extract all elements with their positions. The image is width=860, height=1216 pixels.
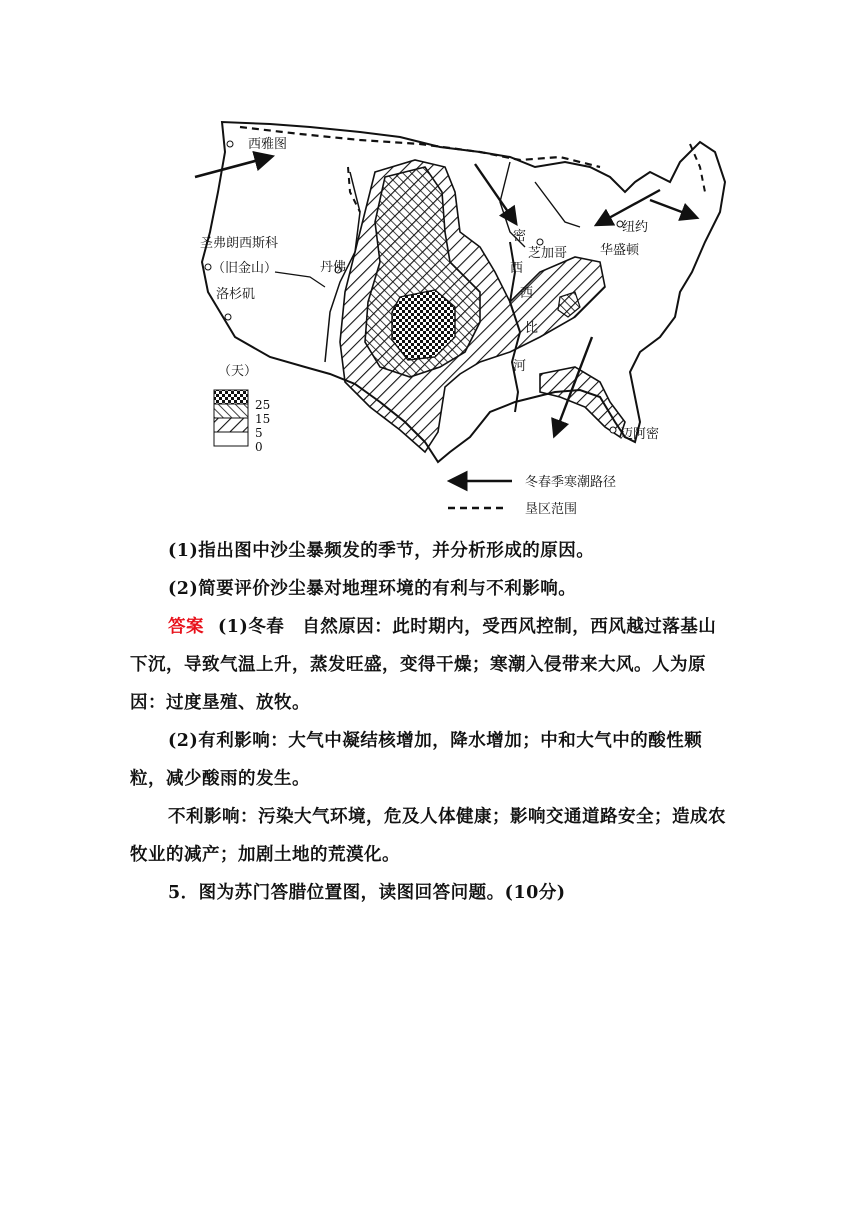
label-miami: 迈阿密 [620,427,660,442]
legend-level: 5 [255,426,263,440]
river-char: 密 [513,229,527,244]
cold-wave-arrow [475,164,515,222]
city-dot [537,239,543,245]
border-line [275,272,325,287]
cold-wave-arrow [195,157,270,177]
label-los-angeles: 洛杉矶 [216,287,256,302]
answer-label: 答案 [168,617,204,637]
answer-part-1-text: (1)冬春 自然原因：此时期内，受西风控制，西风越过落基山下沉，导致气温上升，蒸发旺盛，变得干燥；寒潮入侵带来大风。人为原因：过度垦殖、放牧。 [130,617,717,713]
city-dot [205,264,211,270]
label-seattle: 西雅图 [248,137,288,152]
reclamation-boundary [690,144,705,192]
zone-5-days-southeast [540,367,625,437]
city-dot [610,427,616,433]
city-dot [227,141,233,147]
answer-part-1 [130,608,730,722]
question-1: (1)指出图中沙尘暴频发的季节，并分析形成的原因。 [168,541,595,561]
us-dust-storm-map [180,112,740,524]
cold-wave-arrow [598,190,660,224]
river-char: 西 [510,261,524,276]
label-san-francisco: 圣弗朗西斯科 [200,236,279,251]
cold-wave-arrow [650,200,695,217]
great-lakes-outline [535,182,580,227]
legend-swatch-5 [214,418,248,432]
legend-level: 15 [255,412,271,426]
label-old-gold-mountain: （旧金山） [212,261,278,276]
river-char: 河 [513,359,527,374]
next-question: 5．图为苏门答腊位置图，读图回答问题。(10分) [168,883,566,903]
label-new-york: 纽约 [622,220,649,235]
label-denver: 丹佛 [320,260,347,275]
answer-part-3: 不利影响：污染大气环境，危及人体健康；影响交通道路安全；造成农牧业的减产；加剧土地的荒漠化。 [130,807,726,865]
legend-unit: （天） [218,364,258,379]
label-chicago: 芝加哥 [528,246,568,261]
legend-swatch-25 [214,390,248,404]
legend-swatch-15 [214,404,248,418]
river-char: 西 [520,286,534,301]
key-arrow-label: 冬春季寒潮路径 [525,475,617,490]
label-washington: 华盛顿 [600,243,640,258]
legend-level: 0 [255,440,263,454]
question-2: (2)简要评价沙尘暴对地理环境的有利与不利影响。 [168,579,577,599]
city-dot [225,314,231,320]
key-dash-label: 垦区范围 [525,502,578,517]
legend-swatch-0 [214,432,248,446]
river-char: 比 [525,321,539,336]
legend-level: 25 [255,398,271,412]
answer-part-2: (2)有利影响：大气中凝结核增加，降水增加；中和大气中的酸性颗粒，减少酸雨的发生。 [130,731,703,789]
